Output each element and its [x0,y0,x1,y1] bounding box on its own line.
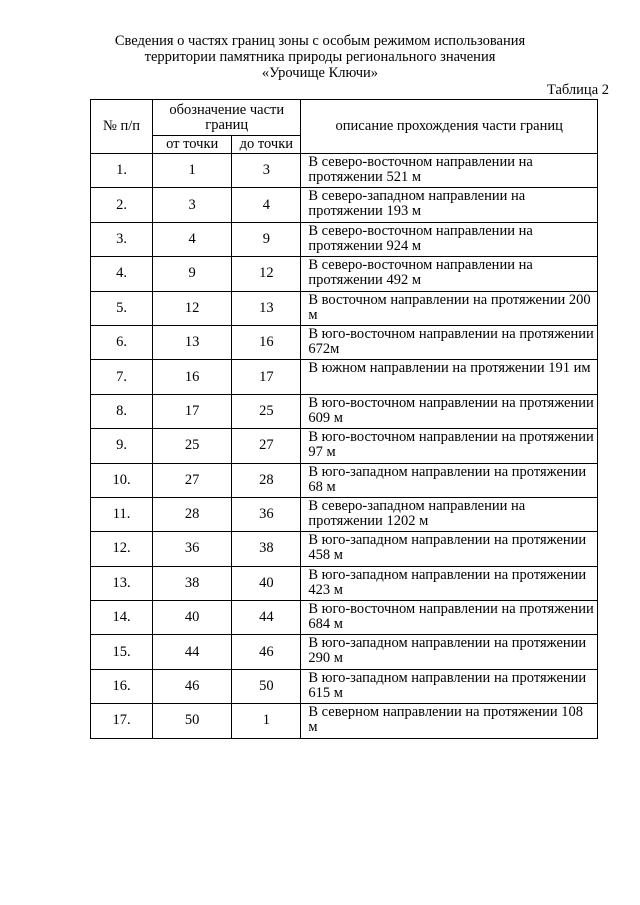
description-cell: В северо-западном направлении на протяжении 193 м [301,188,598,222]
to-point-cell: 46 [232,635,301,669]
table-row [91,188,598,222]
title-line-2: территории памятника природы регионального значения [144,49,496,65]
table-row [91,154,598,188]
to-point-cell: 3 [232,154,301,188]
to-point-cell: 36 [232,497,301,531]
header-num: № п/п [91,100,153,154]
row-number-cell: 17. [91,704,153,738]
table-row [91,222,598,256]
row-number-cell: 9. [91,429,153,463]
title-line-3: «Урочище Ключи» [261,65,379,81]
boundary-table [90,99,598,739]
to-point-cell: 13 [232,291,301,325]
table-row [91,497,598,531]
from-point-cell: 50 [153,704,232,738]
to-point-cell: 25 [232,394,301,428]
to-point-cell: 4 [232,188,301,222]
description-cell: В юго-западном направлении на протяжении 68 м [301,463,598,497]
row-number-cell: 4. [91,257,153,291]
row-number-cell: 11. [91,497,153,531]
description-cell: В южном направлении на протяжении 191 им [301,360,598,394]
row-number-cell: 6. [91,325,153,359]
from-point-cell: 25 [153,429,232,463]
from-point-cell: 3 [153,188,232,222]
from-point-cell: 4 [153,222,232,256]
row-number-cell: 12. [91,532,153,566]
description-cell: В юго-восточном направлении на протяжении 672м [301,325,598,359]
row-number-cell: 7. [91,360,153,394]
description-cell: В северо-западном направлении на протяжении 1202 м [301,497,598,531]
description-cell: В северо-восточном направлении на протяжении 521 м [301,154,598,188]
from-point-cell: 46 [153,669,232,703]
table-body [91,154,598,739]
header-to-point: до точки [232,136,301,154]
from-point-cell: 9 [153,257,232,291]
row-number-cell: 3. [91,222,153,256]
from-point-cell: 36 [153,532,232,566]
table-row [91,635,598,669]
table-row [91,669,598,703]
table-row [91,360,598,394]
to-point-cell: 16 [232,325,301,359]
header-designation: обозначение части границ [153,100,301,136]
table-label: Таблица 2 [546,82,609,98]
from-point-cell: 27 [153,463,232,497]
table-row [91,532,598,566]
from-point-cell: 12 [153,291,232,325]
description-cell: В северном направлении на протяжении 108 м [301,704,598,738]
row-number-cell: 5. [91,291,153,325]
description-cell: В юго-восточном направлении на протяжении 684 м [301,601,598,635]
from-point-cell: 28 [153,497,232,531]
description-cell: В юго-западном направлении на протяжении 615 м [301,669,598,703]
header-description: описание прохождения части границ [301,100,598,154]
description-cell: В юго-восточном направлении на протяжении 609 м [301,394,598,428]
to-point-cell: 27 [232,429,301,463]
from-point-cell: 16 [153,360,232,394]
row-number-cell: 14. [91,601,153,635]
description-cell: В юго-западном направлении на протяжении 423 м [301,566,598,600]
table-row [91,601,598,635]
from-point-cell: 13 [153,325,232,359]
description-cell: В юго-восточном направлении на протяжении 97 м [301,429,598,463]
row-number-cell: 16. [91,669,153,703]
description-cell: В юго-западном направлении на протяжении 458 м [301,532,598,566]
from-point-cell: 40 [153,601,232,635]
table-row [91,325,598,359]
to-point-cell: 17 [232,360,301,394]
description-cell: В северо-восточном направлении на протяжении 924 м [301,222,598,256]
from-point-cell: 38 [153,566,232,600]
from-point-cell: 17 [153,394,232,428]
row-number-cell: 1. [91,154,153,188]
row-number-cell: 8. [91,394,153,428]
table-row [91,291,598,325]
table-row [91,463,598,497]
table-row [91,704,598,738]
to-point-cell: 28 [232,463,301,497]
from-point-cell: 1 [153,154,232,188]
row-number-cell: 15. [91,635,153,669]
table-row [91,394,598,428]
to-point-cell: 12 [232,257,301,291]
to-point-cell: 40 [232,566,301,600]
to-point-cell: 9 [232,222,301,256]
document-title [0,33,640,81]
table-row [91,257,598,291]
description-cell: В северо-восточном направлении на протяжении 492 м [301,257,598,291]
table-row [91,429,598,463]
from-point-cell: 44 [153,635,232,669]
to-point-cell: 38 [232,532,301,566]
to-point-cell: 1 [232,704,301,738]
row-number-cell: 2. [91,188,153,222]
title-line-1: Сведения о частях границ зоны с особым режимом использования [114,33,526,49]
to-point-cell: 50 [232,669,301,703]
description-cell: В юго-западном направлении на протяжении 290 м [301,635,598,669]
to-point-cell: 44 [232,601,301,635]
row-number-cell: 10. [91,463,153,497]
row-number-cell: 13. [91,566,153,600]
header-from-point: от точки [153,136,232,154]
description-cell: В восточном направлении на протяжении 200 м [301,291,598,325]
table-row [91,566,598,600]
